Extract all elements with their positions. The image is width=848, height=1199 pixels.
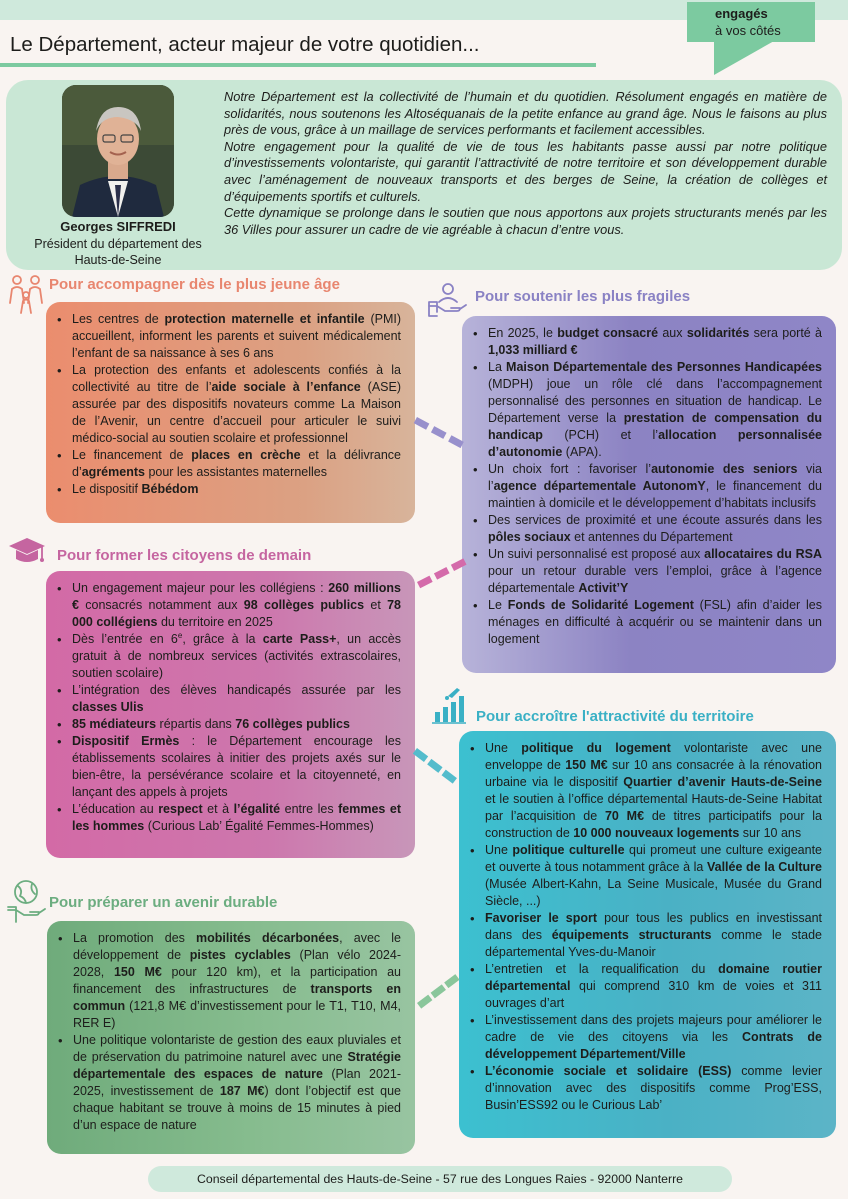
text-run: pistes cyclables: [189, 948, 291, 962]
text-run: carte Pass+: [262, 632, 337, 646]
text-run: Un choix fort : favoriser l’: [488, 462, 652, 476]
text-run: protection maternelle et infantile: [164, 312, 365, 326]
text-run: En 2025, le: [488, 326, 558, 340]
text-run: comme levier d’innovation avec des dispositifs comme Prog’ESS, Busin’ESS92 ou le Curious Lab’: [485, 1064, 822, 1112]
text-run: L’investissement dans des projets majeurs pour améliorer le cadre de vie des citoyens via les: [485, 1013, 822, 1044]
text-run: Stratégie départementale des espaces de nature: [73, 1050, 401, 1081]
list-item: [72, 631, 401, 682]
section-title-citoyens: Pour former les citoyens de demain: [57, 547, 312, 564]
text-run: classes Ulis: [72, 700, 144, 714]
text-run: Fonds de Solidarité Logement: [507, 598, 694, 612]
text-run: qui comprend 310 km de voies et 311 ouvrages d’art: [485, 979, 822, 1010]
intro-paragraph: Notre engagement pour la qualité de vie de tous les habitants passe aussi par notre politique d’investissements volontariste, qui garantit l’attractivité de notre territoire et son développement durable avec l’aménagement de nouveaux transports et des berges de Seine, la création de collèges et d’équipements sportifs et culturels.: [224, 138, 827, 204]
text-run: de titres participatifs pour la construction de: [485, 809, 823, 840]
list-item: [72, 733, 401, 801]
section-box-citoyens: [46, 571, 415, 858]
section-title-enfance: Pour accompagner dès le plus jeune âge: [49, 276, 340, 293]
badge-line-1: engagés: [715, 6, 768, 21]
text-run: allocation personnalisée d’autonomie: [488, 428, 822, 459]
list-item: [72, 801, 401, 835]
text-run: pôles sociaux: [488, 530, 571, 544]
text-run: entre les: [280, 802, 339, 816]
text-run: ) dont l’objectif est que chaque habitant se trouve à moins de 15 minutes à pied d’un espace de nature: [73, 1084, 401, 1132]
text-run: Une politique volontariste de gestion des eaux pluviales et de préservation du patrimoine naturel avec une: [73, 1033, 401, 1064]
list-item: [488, 546, 822, 597]
family-icon: [6, 273, 46, 320]
text-run: , un accès gratuit à de nombreux services (activités extrascolaires, soutien scolaire): [72, 632, 401, 680]
footer-address: Conseil départemental des Hauts-de-Seine - 57 rue des Longues Raies - 92000 Nanterre: [148, 1166, 732, 1192]
text-run: femmes et les hommes: [72, 802, 401, 833]
helping-hand-icon: [427, 282, 469, 323]
text-run: (FSL) afin d’aider les ménages en difficulté à acquérir ou se maintenir dans un logement: [488, 598, 822, 646]
graduation-cap-icon: [7, 535, 47, 572]
section-box-fragiles: [462, 316, 836, 673]
list-item: [488, 512, 822, 546]
text-run: aide sociale à l’enfance: [211, 380, 361, 394]
section-list: [485, 740, 822, 1114]
list-item: [72, 447, 401, 481]
text-run: Vallée de la Culture: [706, 860, 822, 874]
connector-citoyens-fragiles: [417, 558, 467, 588]
badge-line-2: à vos côtés: [715, 23, 781, 38]
text-run: aux: [658, 326, 687, 340]
list-item: [72, 580, 401, 631]
text-run: Quartier d’avenir Hauts-de-Seine: [623, 775, 822, 789]
text-run: Une: [485, 741, 522, 755]
text-run: respect: [158, 802, 203, 816]
text-run: du territoire en 2025: [157, 615, 273, 629]
text-run: politique du logement: [521, 741, 671, 755]
engagement-badge: [687, 2, 815, 42]
list-item: [485, 842, 822, 910]
president-role: Président du département des Hauts-de-Seine: [34, 237, 202, 267]
intro-text: [224, 89, 827, 238]
text-run: l’égalité: [233, 802, 281, 816]
text-run: Le financement de: [72, 448, 192, 462]
section-list: [72, 311, 401, 498]
text-run: et à: [202, 802, 234, 816]
text-run: 1,033 milliard €: [488, 343, 578, 357]
text-run: 98 collèges publics: [243, 598, 365, 612]
text-run: pour 120 km), et la participation au financement des infrastructures de: [73, 965, 401, 996]
text-run: 70 M€: [604, 809, 645, 823]
intro-paragraph: Notre Département est la collectivité de l’humain et du quotidien. Résolument engagés en matière de solidarités, nous soutenons les Altoséquanais de la petite enfance au grand âge. Nous le faisons au plus près de vous, grâce à un maillage de services performants et facilement accessibles.: [224, 89, 827, 138]
text-run: Contrats de développement Département/Ville: [485, 1030, 822, 1061]
section-list: [488, 325, 822, 648]
text-run: transports en commun: [73, 982, 401, 1013]
text-run: Le dispositif: [72, 482, 142, 496]
badge-tail: [714, 41, 774, 75]
text-run: Dispositif Ermès: [72, 734, 180, 748]
text-run: (121,8 M€ d’investissement pour le T1, T10, M4, RER E): [73, 999, 401, 1030]
text-run: (Musée Albert-Kahn, La Seine Musicale, Musée du Grand Siècle, ...): [485, 877, 822, 908]
text-run: Activit’Y: [578, 581, 629, 595]
text-run: budget consacré: [557, 326, 659, 340]
text-run: pour les assistantes maternelles: [144, 465, 327, 479]
section-box-attractivite: [459, 731, 836, 1138]
text-run: via l’: [488, 462, 822, 493]
text-run: pour un retour durable vers l’emploi, grâce à l’agence départementale: [488, 564, 822, 595]
text-run: 10 000 nouveaux logements: [573, 826, 740, 840]
text-run: (APA).: [562, 445, 602, 459]
text-run: sera porté à: [749, 326, 822, 340]
text-run: autonomie des seniors: [651, 462, 798, 476]
text-run: Des services de proximité et une écoute assurés dans les: [488, 513, 822, 527]
text-run: prestation de compensation du handicap: [488, 411, 822, 442]
connector-durable-attractivite: [417, 974, 460, 1008]
text-run: 150 M€: [113, 965, 162, 979]
list-item: [488, 325, 822, 359]
list-item: [488, 597, 822, 648]
text-run: et la délivrance d’: [72, 448, 401, 479]
list-item: [488, 461, 822, 512]
text-run: La promotion des: [73, 931, 197, 945]
text-run: L’entretien et la requalification du: [485, 962, 719, 976]
text-run: (PMI) accueillent, informent les parents et suivent médicalement l’enfant de sa naissance à ses 6 ans: [72, 312, 401, 360]
section-title-durable: Pour préparer un avenir durable: [49, 894, 278, 911]
text-run: Un suivi personnalisé est proposé aux: [488, 547, 705, 561]
text-run: : le Département encourage les établissements scolaires à initier des projets axés sur le bien-être, la persévérance scolaire et la citoyenneté, en lançant des appels à projets: [72, 734, 401, 799]
list-item: [72, 716, 401, 733]
connector-citoyens-attractivite: [413, 748, 457, 784]
text-run: Dès l’entrée en 6: [72, 632, 178, 646]
text-run: L’intégration des élèves handicapés assurée par les: [72, 683, 401, 697]
list-item: [488, 359, 822, 461]
text-run: allocataires du RSA: [704, 547, 822, 561]
text-run: comme le stade départemental Yves-du-Manoir: [485, 928, 822, 959]
text-run: 78 000 collégiens: [72, 598, 401, 629]
text-run: Une: [485, 843, 513, 857]
section-box-enfance: [46, 302, 415, 523]
text-run: 150 M€: [565, 758, 608, 772]
president-photo: [62, 85, 174, 217]
text-run: La protection des enfants et adolescents confiés à la collectivité au titre de l’: [72, 363, 401, 394]
intro-paragraph: Cette dynamique se prolonge dans le soutien que nous apportons aux projets structurants menés par les 36 Villes pour assurer un cadre de vie agréable à chacun d’entre vous.: [224, 205, 827, 237]
text-run: e: [177, 630, 183, 640]
text-run: Le: [488, 598, 508, 612]
text-run: et: [364, 598, 388, 612]
text-run: sur 10 ans: [739, 826, 802, 840]
text-run: équipements structurants: [551, 928, 712, 942]
president-name: Georges SIFFREDI: [60, 219, 176, 234]
text-run: , le financement du maintien à domicile et le développement d’habitats inclusifs: [488, 479, 823, 510]
text-run: Bébédom: [141, 482, 199, 496]
text-run: 76 collèges publics: [235, 717, 350, 731]
text-run: places en crèche: [191, 448, 301, 462]
text-run: domaine routier départemental: [485, 962, 822, 993]
text-run: répartis dans: [156, 717, 236, 731]
list-item: [485, 1012, 822, 1063]
section-list: [73, 930, 401, 1134]
text-run: 187 M€: [219, 1084, 265, 1098]
text-run: consacrés notamment aux: [78, 598, 244, 612]
text-run: 260 millions €: [72, 581, 401, 612]
text-run: Les centres de: [72, 312, 165, 326]
text-run: , grâce à la: [182, 632, 263, 646]
text-run: sur 10 ans consacrée à la rénovation urbaine via le dispositif: [485, 758, 822, 789]
text-run: (Plan 2021-2025, investissement de: [73, 1067, 401, 1098]
text-run: 85 médiateurs: [72, 717, 157, 731]
text-run: pour tous les publics en investissant dans des: [485, 911, 822, 942]
text-run: politique culturelle: [512, 843, 625, 857]
text-run: L’éducation au: [72, 802, 159, 816]
text-run: , avec le développement de: [73, 931, 401, 962]
text-run: et antennes du Département: [570, 530, 733, 544]
text-run: qui promeut une culture exigeante et ouverte à tous notamment grâce à la: [485, 843, 822, 874]
text-run: (Plan vélo 2024-2028,: [73, 948, 401, 979]
text-run: (Curious Lab’ Égalité Femmes-Hommes): [144, 819, 374, 833]
text-run: agréments: [81, 465, 145, 479]
text-run: mobilités décarbonées: [196, 931, 340, 945]
connector-enfance-fragiles: [414, 417, 464, 448]
section-title-fragiles: Pour soutenir les plus fragiles: [475, 288, 691, 305]
list-item: [485, 961, 822, 1012]
section-list: [72, 580, 401, 835]
section-title-attractivite: Pour accroître l'attractivité du territoire: [476, 708, 754, 725]
text-run: L’économie sociale et solidaire (ESS): [485, 1064, 732, 1078]
text-run: Maison Départementale des Personnes Handicapées: [506, 360, 822, 374]
list-item: [73, 1032, 401, 1134]
text-run: et le soutien à l’office départemental Hauts-de-Seine Habitat par l’acquisition de: [485, 792, 822, 823]
text-run: Favoriser le sport: [485, 911, 598, 925]
planet-leaf-hand-icon: [6, 878, 46, 929]
page-title: Le Département, acteur majeur de votre quotidien...: [10, 33, 480, 56]
text-run: La: [488, 360, 507, 374]
list-item: [72, 481, 401, 498]
section-box-durable: [47, 921, 415, 1154]
list-item: [73, 930, 401, 1032]
text-run: (ASE) assurée par des dispositifs novateurs comme La Maison de l’Avenir, un centre d’accueil pour articuler le suivi médico-social au soutien scolaire et professionnel: [72, 380, 401, 445]
text-run: agence départementale AutonomY: [493, 479, 706, 493]
text-run: solidarités: [686, 326, 750, 340]
text-run: (PCH) et l’: [542, 428, 659, 442]
list-item: [72, 682, 401, 716]
title-underline: [0, 63, 596, 67]
list-item: [72, 362, 401, 447]
list-item: [485, 1063, 822, 1114]
list-item: [485, 740, 822, 842]
growth-chart-rocket-icon: [430, 686, 468, 731]
list-item: [485, 910, 822, 961]
text-run: Un engagement majeur pour les collégiens :: [72, 581, 329, 595]
list-item: [72, 311, 401, 362]
text-run: (MDPH) joue un rôle clé dans l’accompagnement personnalisé des personnes en situation de handicap. Le Département verse la: [488, 377, 822, 425]
text-run: volontariste avec une enveloppe de: [485, 741, 822, 772]
